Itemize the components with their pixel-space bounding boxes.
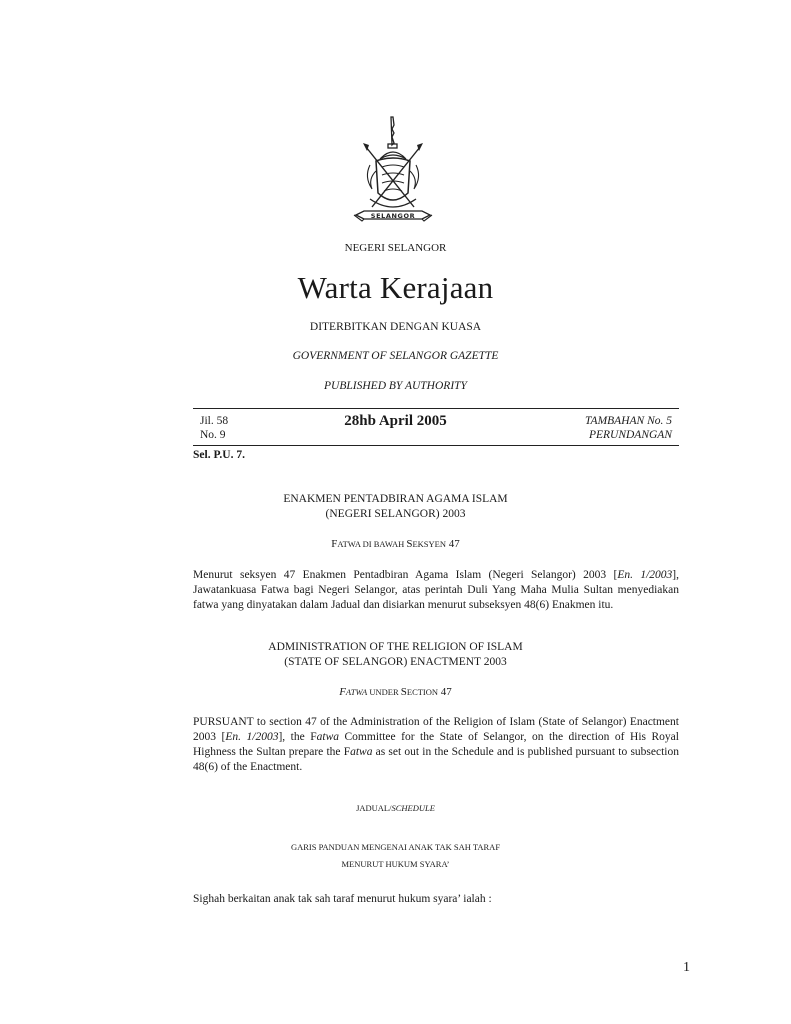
selangor-crest-icon (350, 115, 436, 235)
malay-heading (0, 492, 791, 522)
issue-volume: Jil. 58 (200, 415, 229, 427)
schedule-label-english: SCHEDULE (391, 803, 435, 813)
issue-date: 28hb April 2005 (344, 413, 447, 429)
fatwa-italic: atwa (316, 731, 339, 743)
issue-category: PERUNDANGAN (588, 429, 672, 441)
fatwa-initial: F (331, 538, 338, 550)
svg-text:SELANGOR: SELANGOR (370, 212, 416, 220)
schedule-title-line1: GARIS PANDUAN MENGENAI ANAK TAK SAH TARAF (290, 842, 501, 852)
seksyen-initial: S (406, 538, 413, 550)
malay-para-part: ], Jawatankuasa Fatwa bagi Negeri Selangor, atas perintah Duli Yang Maha Mulia Sultan menyediakan fatwa yang dinyatakan dalam Jadual dan disiarkan menurut subseksyen 48(6) Enakmen itu. (193, 569, 679, 611)
english-para-part: as set out in the Schedule and is published pursuant to subsection 48(6) of the Enactment. (193, 746, 679, 773)
schedule-label (0, 803, 791, 813)
fatwa-rest: ATWA DI BAWAH (337, 539, 407, 549)
malay-fatwa-heading (0, 538, 791, 550)
english-para-part: ], the F (278, 731, 317, 743)
fatwa-initial: F (339, 686, 346, 698)
issue-supplement: TAMBAHAN No. 5 (585, 415, 672, 427)
section-number: 47 (446, 538, 460, 550)
fatwa-italic: atwa (350, 746, 373, 758)
subtitle-authority: PUBLISHED BY AUTHORITY (324, 380, 467, 392)
state-name: NEGERI SELANGOR (344, 242, 447, 254)
english-para-part: PURSUANT to section 47 of the Administration of the Religion of Islam (State of Selangor) Enactment 2003 [ (193, 716, 679, 743)
schedule-label-malay: JADUAL/ (356, 803, 392, 813)
gazette-title: Warta Kerajaan (297, 270, 494, 305)
bottom-rule (193, 445, 679, 446)
under-word: UNDER (367, 687, 401, 697)
english-heading-line1: ADMINISTRATION OF THE RELIGION OF ISLAM (268, 641, 523, 653)
seksyen-rest: EKSYEN (412, 539, 446, 549)
schedule-intro: Sighah berkaitan anak tak sah taraf menurut hukum syara’ ialah : (193, 893, 492, 905)
section-initial: S (400, 686, 407, 698)
fatwa-rest: ATWA (345, 687, 368, 697)
schedule-title-line2: MENURUT HUKUM SYARA’ (341, 859, 450, 869)
english-enactment-ref: En. 1/2003 (225, 731, 279, 743)
gazette-reference: Sel. P.U. 7. (193, 449, 245, 461)
schedule-title (0, 839, 791, 873)
malay-paragraph (193, 568, 679, 613)
subtitle-english: GOVERNMENT OF SELANGOR GAZETTE (292, 350, 499, 362)
english-paragraph (193, 715, 679, 775)
top-rule (193, 408, 679, 409)
malay-para-part: Menurut seksyen 47 Enakmen Pentadbiran Agama Islam (Negeri Selangor) 2003 [ (193, 569, 618, 581)
english-heading (0, 640, 791, 670)
issue-number: No. 9 (200, 429, 226, 441)
english-para-part: Committee for the State of Selangor, on the direction of His Royal Highness the Sultan prepare the F (193, 731, 679, 758)
section-rest: ECTION (406, 687, 439, 697)
malay-enactment-ref: En. 1/2003 (617, 569, 673, 581)
english-fatwa-heading (0, 686, 791, 698)
malay-heading-line1: ENAKMEN PENTADBIRAN AGAMA ISLAM (283, 493, 508, 505)
malay-heading-line2: (NEGERI SELANGOR) 2003 (325, 508, 466, 520)
page-number: 1 (683, 960, 690, 975)
english-heading-line2: (STATE OF SELANGOR) ENACTMENT 2003 (284, 656, 507, 668)
section-number: 47 (438, 686, 452, 698)
subtitle-malay: DITERBITKAN DENGAN KUASA (309, 321, 482, 333)
